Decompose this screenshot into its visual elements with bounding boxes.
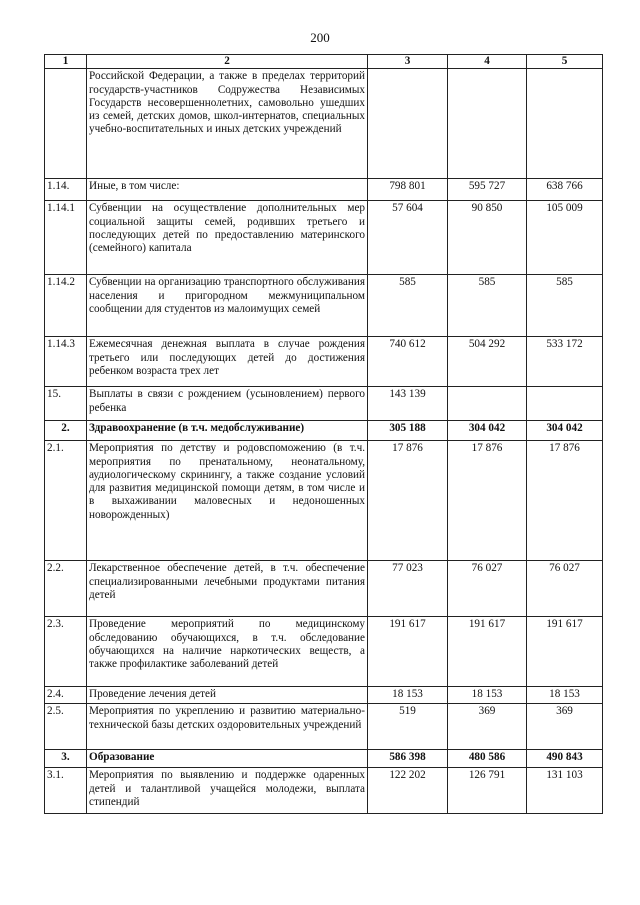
value-col-5: 76 027	[527, 561, 603, 617]
value-col-5: 369	[527, 704, 603, 750]
value-col-5	[527, 69, 603, 179]
page-number: 200	[310, 30, 330, 45]
table-row	[45, 441, 603, 561]
value-col-4	[448, 387, 527, 421]
budget-table	[44, 54, 603, 814]
section-row	[45, 750, 603, 768]
row-number: 1.14.1	[45, 201, 87, 275]
value-col-4: 595 727	[448, 179, 527, 201]
section-title: Здравоохранение (в т.ч. медобслуживание)	[87, 421, 368, 441]
value-col-5: 18 153	[527, 687, 603, 704]
row-description: Мероприятия по выявлению и поддержке одаренных детей и талантливой учащейся молодежи, выплата стипендий	[87, 768, 368, 814]
row-description: Выплаты в связи с рождением (усыновлением) первого ребенка	[87, 387, 368, 421]
row-number: 1.14.3	[45, 337, 87, 387]
row-description: Субвенции на организацию транспортного обслуживания населения и пригородном межмуниципальном сообщении для студентов из малоимущих семей	[87, 275, 368, 337]
value-col-4	[448, 69, 527, 179]
row-description: Мероприятия по детству и родовспоможению (в т.ч. мероприятия по пренатальному, неонатальному, аудиологическому скринингу, а также создание условий для развития медицинской помощи детям, в том числе и в выхаживании маловесных и недоношенных новорожденных)	[87, 441, 368, 561]
table-row	[45, 561, 603, 617]
value-col-3: 143 139	[368, 387, 448, 421]
value-col-5: 191 617	[527, 617, 603, 687]
table-row	[45, 69, 603, 179]
value-col-4: 76 027	[448, 561, 527, 617]
value-col-4: 126 791	[448, 768, 527, 814]
column-header: 5	[527, 55, 603, 69]
value-col-4: 504 292	[448, 337, 527, 387]
value-col-5: 533 172	[527, 337, 603, 387]
table-row	[45, 768, 603, 814]
row-number: 2.3.	[45, 617, 87, 687]
value-col-3: 798 801	[368, 179, 448, 201]
row-description: Субвенции на осуществление дополнительных мер социальной защиты семей, родивших третьего и последующих детей по предоставлению материнского (семейного) капитала	[87, 201, 368, 275]
value-col-4: 369	[448, 704, 527, 750]
value-col-5: 490 843	[527, 750, 603, 768]
value-col-5: 585	[527, 275, 603, 337]
table-row	[45, 704, 603, 750]
column-header: 1	[45, 55, 87, 69]
column-header: 4	[448, 55, 527, 69]
table-row	[45, 201, 603, 275]
section-number: 2.	[45, 421, 87, 441]
value-col-3: 585	[368, 275, 448, 337]
row-description: Российской Федерации, а также в пределах территорий государств-участников Содружества Независимых Государств несовершеннолетних, самовольно ушедших из семей, детских домов, школ-интернатов, специальных учебно-воспитательных и иных детских учреждений	[87, 69, 368, 179]
value-col-3: 519	[368, 704, 448, 750]
row-number: 1.14.	[45, 179, 87, 201]
value-col-4: 191 617	[448, 617, 527, 687]
value-col-3: 17 876	[368, 441, 448, 561]
table-row	[45, 275, 603, 337]
row-description: Проведение мероприятий по медицинскому обследованию обучающихся, в т.ч. обследование обучающихся на наличие наркотических веществ, а также профилактике заболеваний детей	[87, 617, 368, 687]
table-row	[45, 179, 603, 201]
value-col-4: 90 850	[448, 201, 527, 275]
value-col-3: 586 398	[368, 750, 448, 768]
value-col-4: 480 586	[448, 750, 527, 768]
row-number: 3.1.	[45, 768, 87, 814]
row-number: 2.2.	[45, 561, 87, 617]
table-row	[45, 387, 603, 421]
column-header: 2	[87, 55, 368, 69]
section-title: Образование	[87, 750, 368, 768]
value-col-3: 122 202	[368, 768, 448, 814]
row-number: 2.1.	[45, 441, 87, 561]
row-description: Мероприятия по укреплению и развитию материально-технической базы детских оздоровительных учреждений	[87, 704, 368, 750]
value-col-4: 304 042	[448, 421, 527, 441]
table-row	[45, 687, 603, 704]
row-number: 2.5.	[45, 704, 87, 750]
row-number: 2.4.	[45, 687, 87, 704]
value-col-5: 304 042	[527, 421, 603, 441]
table-row	[45, 337, 603, 387]
value-col-3: 305 188	[368, 421, 448, 441]
value-col-4: 585	[448, 275, 527, 337]
table-row	[45, 617, 603, 687]
value-col-5: 638 766	[527, 179, 603, 201]
column-header: 3	[368, 55, 448, 69]
value-col-3	[368, 69, 448, 179]
value-col-3: 191 617	[368, 617, 448, 687]
row-description: Проведение лечения детей	[87, 687, 368, 704]
section-row	[45, 421, 603, 441]
section-number: 3.	[45, 750, 87, 768]
value-col-3: 77 023	[368, 561, 448, 617]
table-header-row	[45, 55, 603, 69]
value-col-3: 18 153	[368, 687, 448, 704]
row-description: Ежемесячная денежная выплата в случае рождения третьего или последующих детей до достижения ребенком возраста трех лет	[87, 337, 368, 387]
value-col-4: 18 153	[448, 687, 527, 704]
value-col-5: 17 876	[527, 441, 603, 561]
row-description: Лекарственное обеспечение детей, в т.ч. обеспечение специализированными лечебными продуктами питания детей	[87, 561, 368, 617]
value-col-3: 57 604	[368, 201, 448, 275]
row-number: 15.	[45, 387, 87, 421]
value-col-5	[527, 387, 603, 421]
value-col-3: 740 612	[368, 337, 448, 387]
row-description: Иные, в том числе:	[87, 179, 368, 201]
row-number: 1.14.2	[45, 275, 87, 337]
row-number	[45, 69, 87, 179]
value-col-5: 131 103	[527, 768, 603, 814]
value-col-4: 17 876	[448, 441, 527, 561]
value-col-5: 105 009	[527, 201, 603, 275]
